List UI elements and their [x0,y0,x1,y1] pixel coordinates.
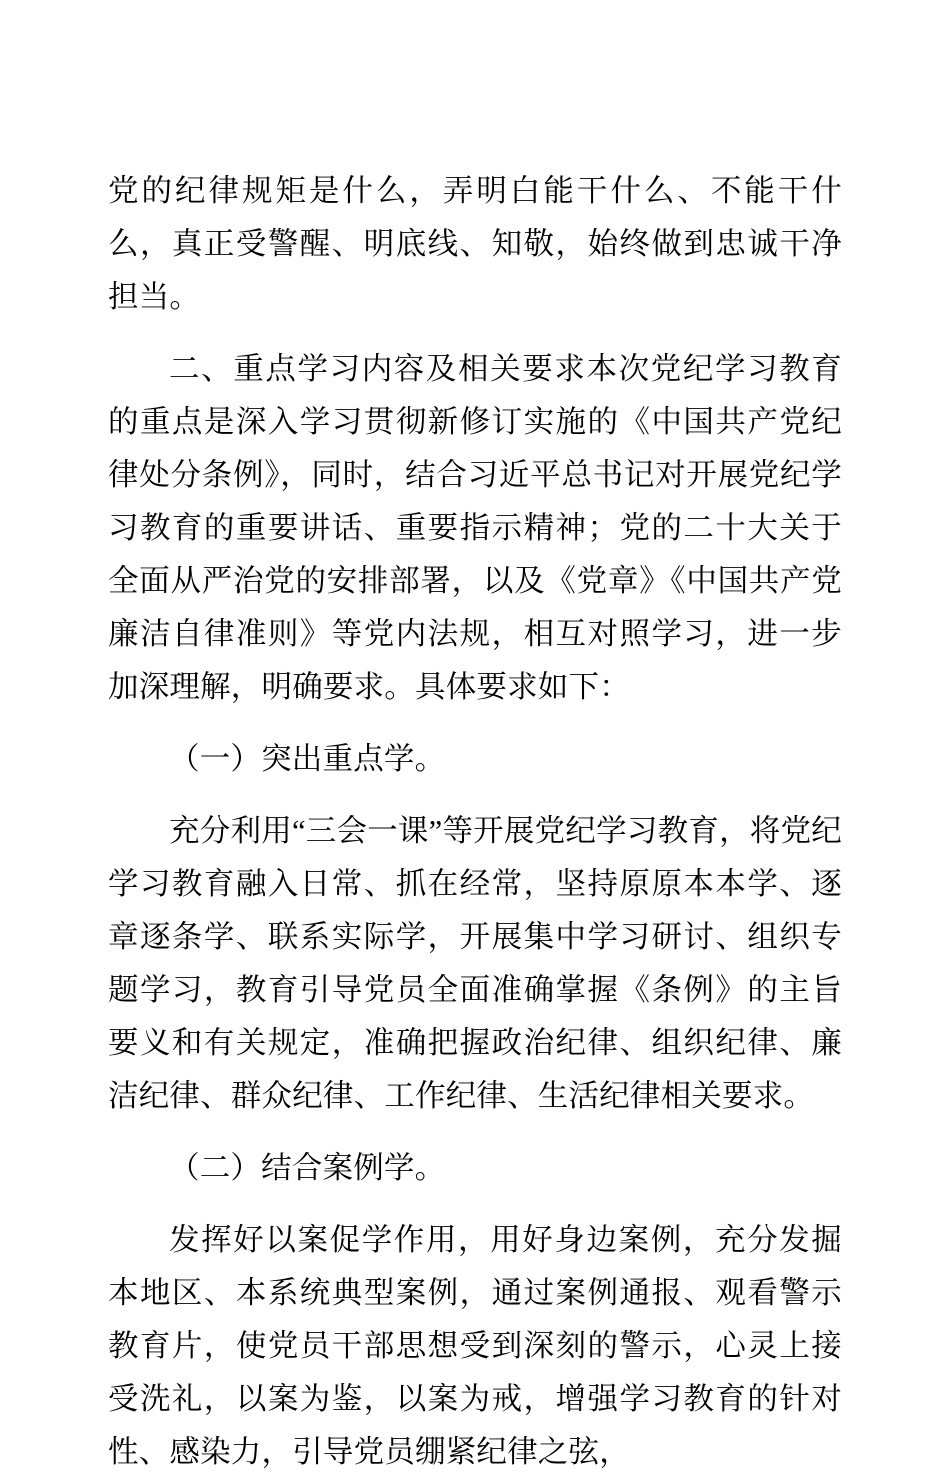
paragraph: 二、重点学习内容及相关要求本次党纪学习教育的重点是深入学习贯彻新修订实施的《中国共产党纪律处分条例》，同时，结合习近平总书记对开展党纪学习教育的重要讲话、重要指示精神；党的二十大关于全面从严治党的安排部署，以及《党章》《中国共产党廉洁自律准则》等党内法规，相互对照学习，进一步加深理解，明确要求。具体要求如下： [108,352,842,704]
paragraph: 发挥好以案促学作用，用好身边案例，充分发掘本地区、本系统典型案例，通过案例通报、观看警示教育片，使党员干部思想受到深刻的警示，心灵上接受洗礼，以案为鉴，以案为戒，增强学习教育的针对性、感染力，引导党员绷紧纪律之弦， [108,1223,842,1469]
paragraph-spacer [108,714,842,733]
paragraph-spacer [108,1195,842,1214]
paragraph-spacer [108,786,842,805]
paragraph: 党的纪律规矩是什么，弄明白能干什么、不能干什么，真正受警醒、明底线、知敬，始终做到忠诚干净担当。 [108,174,842,314]
paragraph: 充分利用“三会一课”等开展党纪学习教育，将党纪学习教育融入日常、抓在经常，坚持原原本本学、逐章逐条学、联系实际学，开展集中学习研讨、组织专题学习，教育引导党员全面准确掌握《条例》的主旨要义和有关规定，准确把握政治纪律、组织纪律、廉洁纪律、群众纪律、工作纪律、生活纪律相关要求。 [108,814,842,1113]
paragraph: （一）突出重点学。 [169,742,446,776]
paragraph-spacer [108,324,842,343]
paragraph: （二）结合案例学。 [169,1151,446,1185]
paragraph-spacer [108,1123,842,1142]
document-body [108,165,842,1479]
